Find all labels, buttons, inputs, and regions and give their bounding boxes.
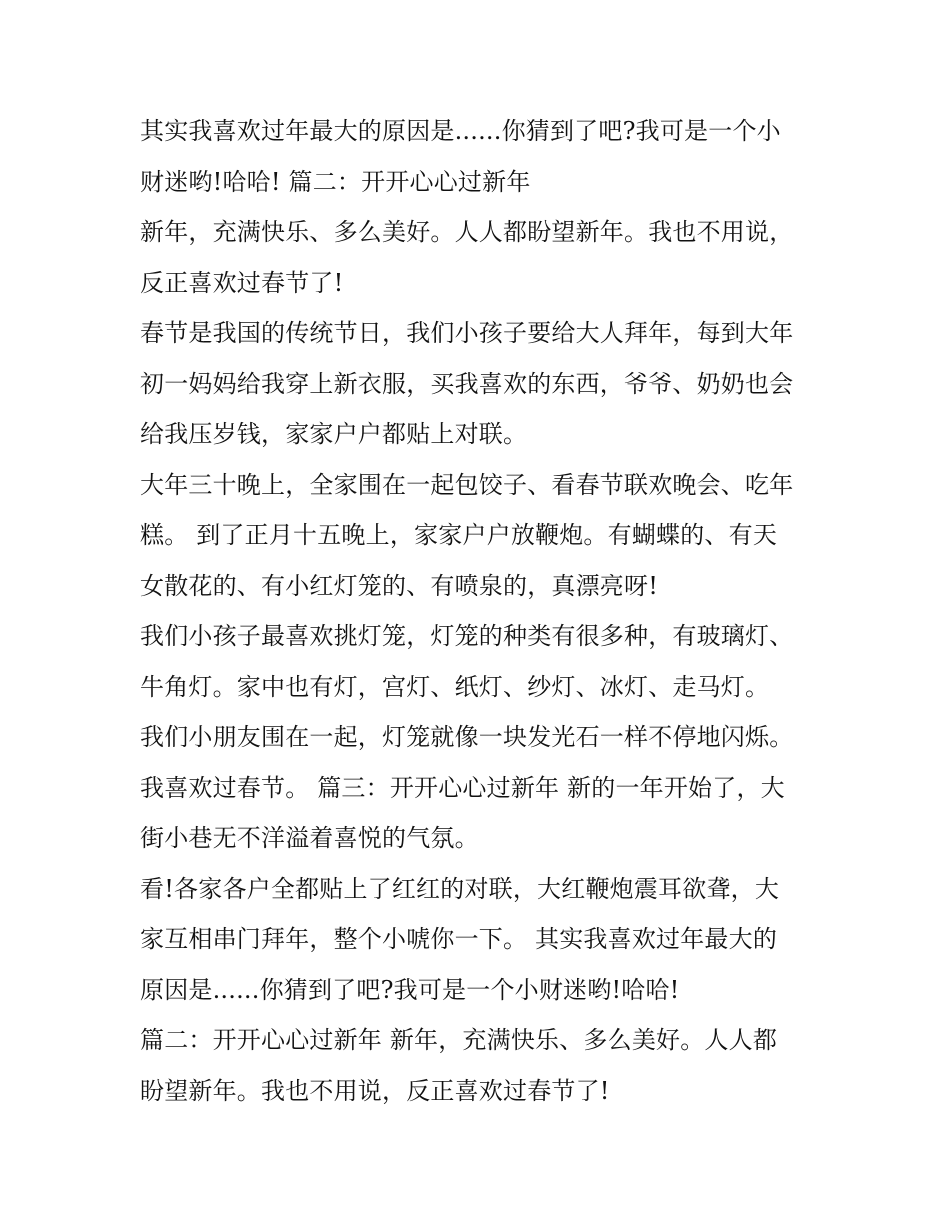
text-line: 家互相串门拜年，整个小唬你一下。 其实我喜欢过年最大的 xyxy=(140,925,778,953)
text-line: 春节是我国的传统节日，我们小孩子要给大人拜年，每到大年 xyxy=(140,319,794,347)
text-line: 财迷哟!哈哈! 篇二：开开心心过新年 xyxy=(140,167,531,196)
text-line: 女散花的、有小红灯笼的、有喷泉的，真漂亮呀! xyxy=(140,571,659,600)
text-line: 其实我喜欢过年最大的原因是......你猜到了吧?我可是一个小 xyxy=(140,117,781,145)
text-line: 初一妈妈给我穿上新衣服，买我喜欢的东西，爷爷、奶奶也会 xyxy=(140,369,794,398)
text-line: 新年，充满快乐、多么美好。人人都盼望新年。我也不用说， xyxy=(140,218,794,246)
text-line: 看!各家各户全都贴上了红红的对联，大红鞭炮震耳欲聋，大 xyxy=(140,874,780,903)
text-line: 我喜欢过春节。 篇三：开开心心过新年 新的一年开始了，大 xyxy=(140,773,785,802)
text-line: 给我压岁钱，家家户户都贴上对联。 xyxy=(140,420,528,448)
text-line: 原因是......你猜到了吧?我可是一个小财迷哟!哈哈! xyxy=(140,975,680,1004)
document-body-text xyxy=(140,106,830,1116)
text-line: 反正喜欢过春节了! xyxy=(140,268,344,297)
text-line: 糕。 到了正月十五晚上，家家户户放鞭炮。有蝴蝶的、有天 xyxy=(140,521,778,549)
text-line: 我们小孩子最喜欢挑灯笼，灯笼的种类有很多种，有玻璃灯、 xyxy=(140,622,794,650)
text-line: 盼望新年。我也不用说，反正喜欢过春节了! xyxy=(140,1076,610,1105)
text-line: 大年三十晚上，全家围在一起包饺子、看春节联欢晚会、吃年 xyxy=(140,470,794,499)
text-line: 我们小朋友围在一起，灯笼就像一块发光石一样不停地闪烁。 xyxy=(140,723,794,751)
text-line: 街小巷无不洋溢着喜悦的气氛。 xyxy=(140,824,479,852)
text-line: 牛角灯。家中也有灯，宫灯、纸灯、纱灯、冰灯、走马灯。 xyxy=(140,672,770,701)
text-line: 篇二：开开心心过新年 新年，充满快乐、多么美好。人人都 xyxy=(140,1026,778,1054)
